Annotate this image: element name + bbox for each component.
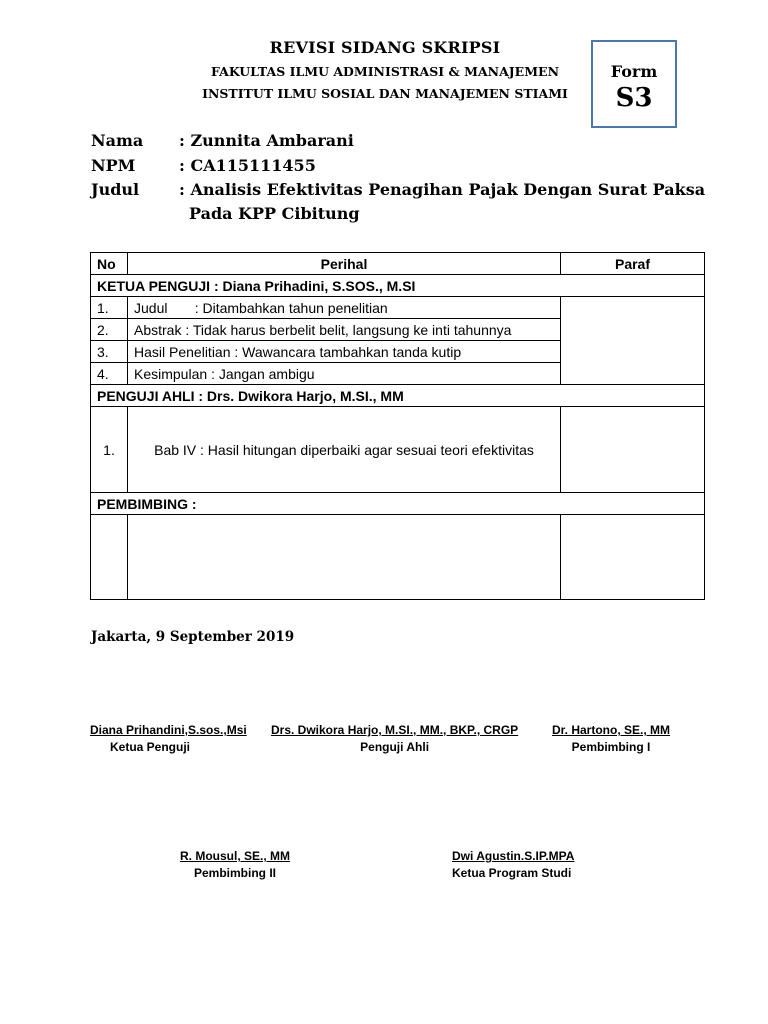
- row-text: Abstrak : Tidak harus berbelit belit, langsung ke inti tahunnya: [128, 319, 561, 341]
- ketua-heading: KETUA PENGUJI : Diana Prihadini, S.SOS., M.SI: [91, 275, 705, 297]
- signatory-name: Diana Prihandini,S.sos.,Msi: [90, 723, 247, 737]
- thesis-title-label: Judul: [91, 180, 140, 199]
- col-perihal-header: Perihal: [128, 253, 561, 275]
- row-number: 1.: [91, 297, 128, 319]
- paraf-cell: [561, 515, 705, 600]
- table-row: [91, 407, 705, 493]
- npm-value: : CA115111455: [179, 156, 316, 175]
- thesis-title-row: [91, 180, 705, 199]
- form-code: S3: [615, 83, 653, 113]
- signature-pembimbing-2: [180, 849, 290, 880]
- signature-penguji-ahli: [271, 723, 518, 754]
- signatory-role: Ketua Program Studi: [452, 866, 572, 880]
- npm-row: [91, 156, 316, 175]
- col-paraf-header: Paraf: [561, 253, 705, 275]
- thesis-title-continuation: Pada KPP Cibitung: [189, 204, 360, 223]
- row-text: Bab IV : Hasil hitungan diperbaiki agar sesuai teori efektivitas: [128, 407, 561, 493]
- name-value: : Zunnita Ambarani: [179, 131, 354, 150]
- row-text: Kesimpulan : Jangan ambigu: [128, 363, 561, 385]
- name-row: [91, 131, 354, 150]
- ahli-heading: PENGUJI AHLI : Drs. Dwikora Harjo, M.SI., MM: [91, 385, 705, 407]
- signature-pembimbing-1: [552, 723, 670, 754]
- institute-name: INSTITUT ILMU SOSIAL DAN MANAJEMEN STIAMI: [202, 86, 568, 101]
- revision-table: [90, 252, 705, 600]
- row-text: Judul : Ditambahkan tahun penelitian: [128, 297, 561, 319]
- signatory-role: Penguji Ahli: [360, 740, 430, 754]
- row-number: 4.: [91, 363, 128, 385]
- signatory-name: Dwi Agustin.S.IP.MPA: [452, 849, 575, 863]
- row-number: 3.: [91, 341, 128, 363]
- row-number: [91, 515, 128, 600]
- npm-label: NPM: [91, 156, 136, 175]
- signature-ketua-prodi: [452, 849, 574, 880]
- table-row: [91, 515, 705, 600]
- pembimbing-heading: PEMBIMBING :: [91, 493, 705, 515]
- row-number: 1.: [91, 407, 128, 493]
- ketua-section-row: [91, 275, 705, 297]
- signatory-role: Pembimbing II: [193, 866, 276, 880]
- signatory-name: Dr. Hartono, SE., MM: [552, 723, 671, 737]
- signatory-role: Ketua Penguji: [110, 740, 191, 754]
- table-row: [91, 297, 705, 319]
- row-text: [128, 515, 561, 600]
- pembimbing-section-row: [91, 493, 705, 515]
- document-date: Jakarta, 9 September 2019: [91, 629, 295, 645]
- thesis-title-value: : Analisis Efektivitas Penagihan Pajak Dengan Surat Paksa: [179, 180, 706, 199]
- col-no-header: No: [91, 253, 128, 275]
- signatory-role: Pembimbing I: [571, 740, 651, 754]
- signatory-name: Drs. Dwikora Harjo, M.SI., MM., BKP., CRGP: [271, 723, 519, 737]
- signature-ketua-penguji: [90, 723, 247, 754]
- signatory-name: R. Mousul, SE., MM: [180, 849, 290, 863]
- paraf-cell: [561, 407, 705, 493]
- table-header-row: [91, 253, 705, 275]
- row-number: 2.: [91, 319, 128, 341]
- paraf-cell: [561, 297, 705, 385]
- document-title: REVISI SIDANG SKRIPSI: [269, 38, 501, 57]
- row-text: Hasil Penelitian : Wawancara tambahkan tanda kutip: [128, 341, 561, 363]
- faculty-name: FAKULTAS ILMU ADMINISTRASI & MANAJEMEN: [210, 64, 560, 79]
- form-label: Form: [610, 62, 658, 81]
- ahli-section-row: [91, 385, 705, 407]
- form-badge: [591, 40, 677, 128]
- name-label: Nama: [91, 131, 144, 150]
